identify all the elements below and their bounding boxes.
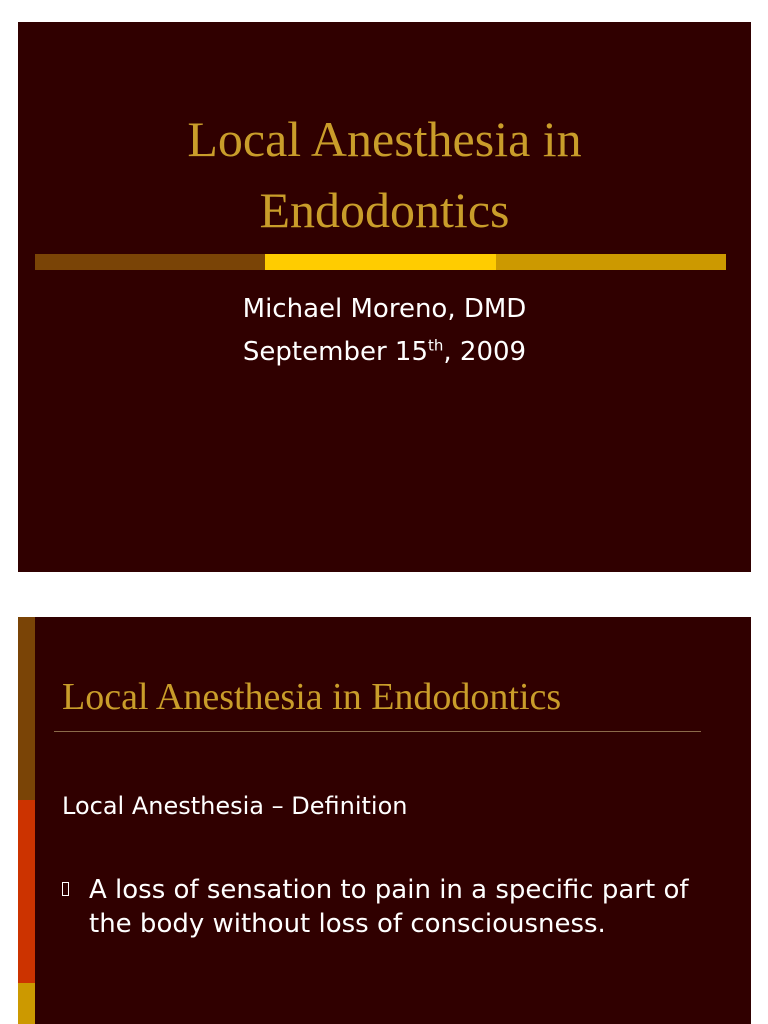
slide-title	[18, 22, 751, 572]
date-day: September 15	[242, 337, 428, 367]
date-year: , 2009	[443, 337, 527, 367]
slide-definition	[18, 617, 751, 1024]
accent-bar-segment-gold	[496, 254, 726, 270]
author-name: Michael Moreno, DMD	[242, 294, 527, 324]
slide-title-heading	[18, 104, 751, 246]
bullet-item	[62, 873, 702, 941]
square-bullet-icon	[62, 873, 89, 941]
date-ordinal: th	[427, 336, 444, 355]
presentation-date	[18, 331, 751, 374]
side-strip-segment-orange	[18, 800, 35, 983]
side-strip-segment-brown	[18, 617, 35, 800]
accent-bar-segment-brown	[35, 254, 265, 270]
heading-divider	[54, 731, 701, 732]
title-line-1: Local Anesthesia in	[187, 111, 582, 167]
slide-subtitle	[18, 288, 751, 374]
side-strip-segment-gold	[18, 983, 35, 1024]
title-accent-bar	[35, 254, 726, 270]
slide-heading: Local Anesthesia in Endodontics	[62, 676, 562, 718]
side-accent-strip	[18, 617, 35, 1024]
accent-bar-segment-yellow	[265, 254, 495, 270]
section-heading: Local Anesthesia – Definition	[62, 792, 408, 820]
bullet-text: A loss of sensation to pain in a specific part of the body without loss of consciousness.	[89, 875, 689, 939]
title-line-2: Endodontics	[259, 182, 510, 238]
